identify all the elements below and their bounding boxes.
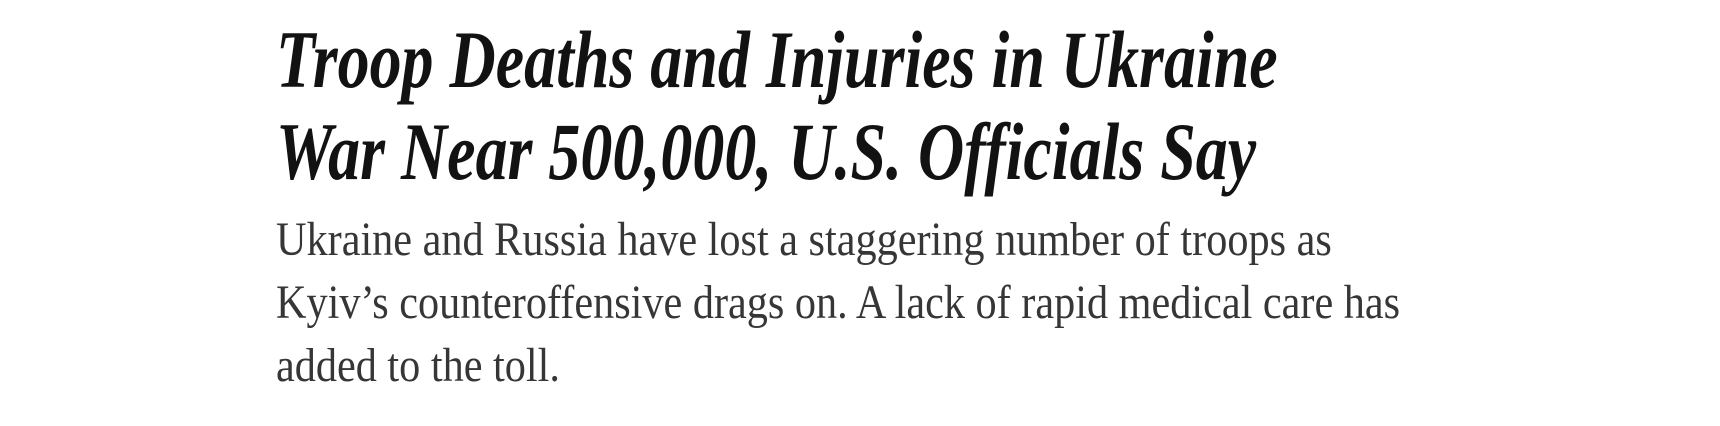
summary-line-2: Kyiv’s counteroffensive drags on. A lack of rapid medical care has	[276, 276, 1401, 329]
article-summary	[276, 208, 1547, 397]
article-headline	[276, 14, 1402, 198]
summary-line-3: added to the toll.	[276, 339, 560, 392]
summary-line-1: Ukraine and Russia have lost a staggering number of troops as	[276, 213, 1332, 266]
article-header	[0, 14, 1720, 397]
headline-line-2: War Near 500,000, U.S. Officials Say	[276, 106, 1257, 197]
headline-line-1: Troop Deaths and Injuries in Ukraine	[276, 14, 1278, 105]
